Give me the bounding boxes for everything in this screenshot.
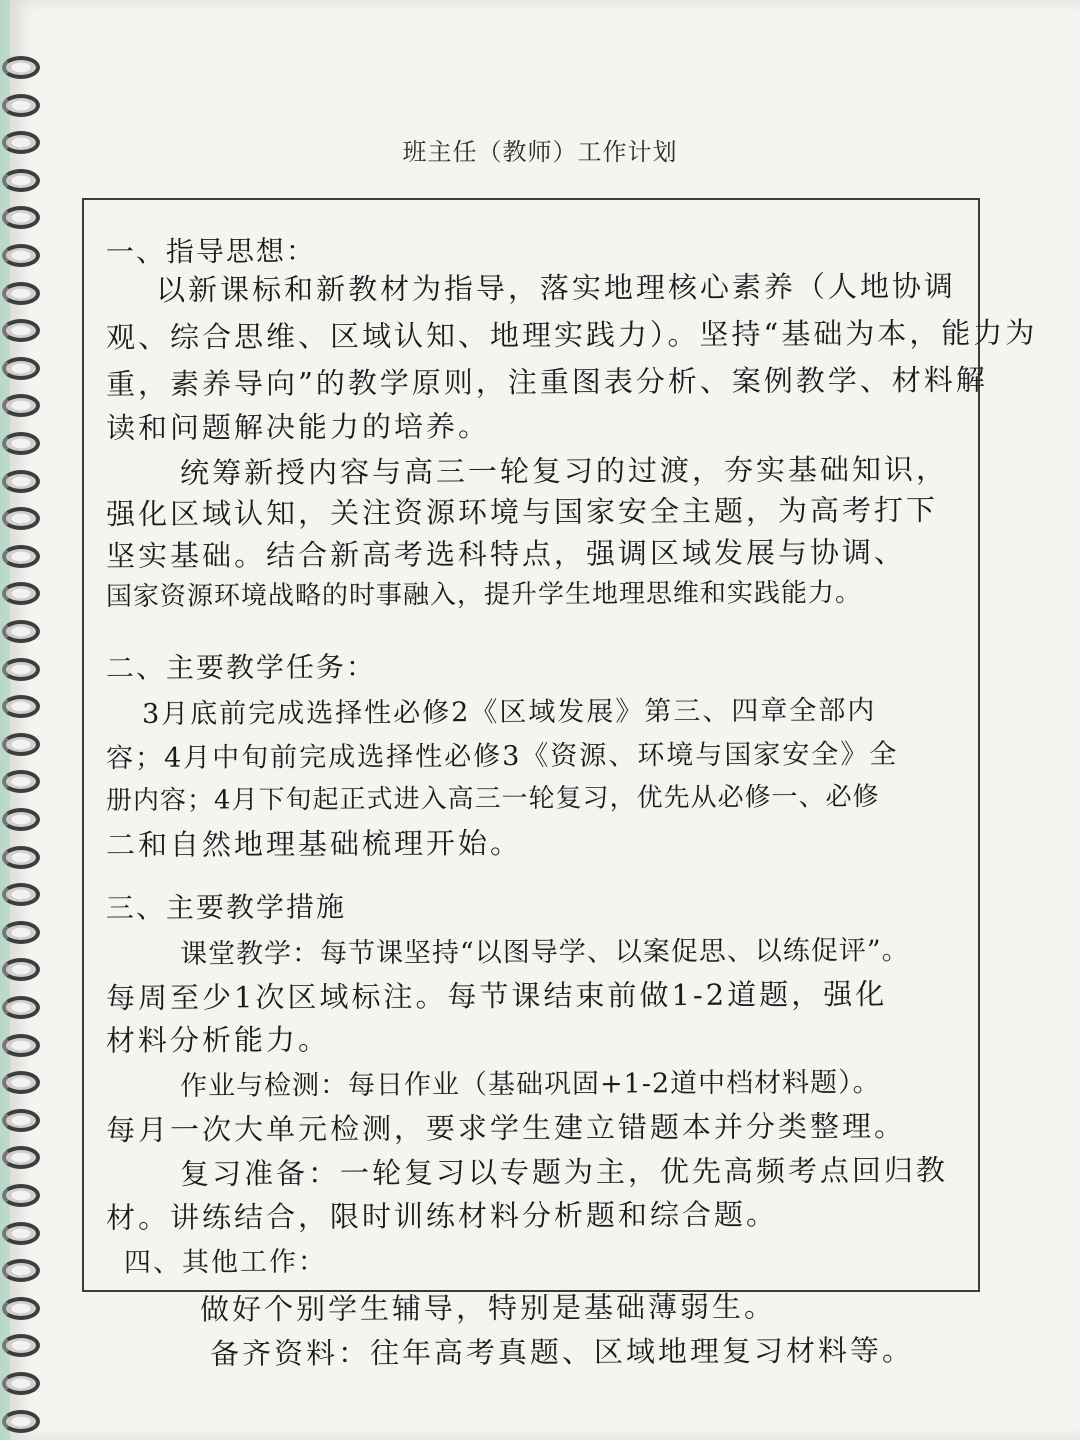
binding-ring (2, 282, 40, 305)
text-line: 每周至少1次区域标注。每节课结束前做1-2道题，强化 (105, 976, 888, 1016)
binding-ring (2, 470, 40, 493)
binding-ring (2, 1410, 40, 1433)
text-line: 强化区域认知，关注资源环境与国家安全主题，为高考打下 (105, 492, 939, 532)
binding-ring (2, 582, 40, 605)
binding-ring (2, 996, 40, 1019)
text-line: 重，素养导向”的教学原则，注重图表分析、案例教学、材料解 (105, 362, 988, 402)
content-frame (82, 198, 1038, 1292)
text-line: 读和问题解决能力的培养。 (105, 408, 491, 446)
binding-ring (2, 658, 40, 681)
section-heading: 二、主要教学任务： (105, 650, 377, 685)
spiral-binding (0, 56, 40, 1436)
binding-ring (2, 883, 40, 906)
section-heading: 四、其他工作： (123, 1246, 328, 1279)
binding-ring (2, 808, 40, 831)
binding-ring (2, 1297, 40, 1320)
binding-ring (2, 1146, 40, 1169)
text-line: 容；4月中旬前完成选择性必修3《资源、环境与国家安全》全 (105, 738, 899, 775)
binding-ring (2, 1372, 40, 1395)
text-line: 以新课标和新教材为指导，落实地理核心素养（人地协调 (155, 268, 957, 308)
binding-ring (2, 1071, 40, 1094)
text-line: 作业与检测：每日作业（基础巩固+1-2道中档材料题）。 (179, 1067, 881, 1102)
binding-ring (2, 921, 40, 944)
text-line: 3月底前完成选择性必修2《区域发展》第三、四章全部内 (141, 695, 877, 730)
text-line: 材。讲练结合，限时训练材料分析题和综合题。 (105, 1197, 779, 1235)
text-line: 材料分析能力。 (105, 1022, 331, 1058)
binding-ring (2, 394, 40, 417)
text-line: 国家资源环境战略的时事融入，提升学生地理思维和实践能力。 (105, 578, 863, 612)
binding-ring (2, 507, 40, 530)
binding-ring (2, 357, 40, 380)
binding-ring (2, 169, 40, 192)
binding-ring (2, 545, 40, 568)
binding-ring (2, 733, 40, 756)
text-line: 二和自然地理基础梳理开始。 (105, 825, 523, 863)
binding-ring (2, 1109, 40, 1132)
binding-ring (2, 1184, 40, 1207)
binding-ring (2, 958, 40, 981)
binding-ring (2, 1034, 40, 1057)
section-heading: 三、主要教学措施 (105, 890, 347, 925)
section-heading: 一、指导思想： (105, 234, 317, 269)
binding-ring (2, 1259, 40, 1282)
binding-ring (2, 1222, 40, 1245)
text-line: 册内容；4月下旬起正式进入高三一轮复习，优先从必修一、必修 (105, 781, 880, 817)
binding-ring (2, 846, 40, 869)
binding-ring (2, 94, 40, 117)
text-line: 坚实基础。结合新高考选科特点，强调区域发展与协调、 (105, 534, 907, 574)
binding-ring (2, 1334, 40, 1357)
text-line: 观、综合思维、区域认知、地理实践力）。坚持“基础为本，能力为 (105, 315, 1038, 355)
binding-ring (2, 319, 40, 342)
binding-ring (2, 56, 40, 79)
text-line: 每月一次大单元检测，要求学生建立错题本并分类整理。 (105, 1108, 907, 1148)
page-title: 班主任（教师）工作计划 (402, 138, 678, 166)
binding-ring (2, 432, 40, 455)
text-line: 做好个别学生辅导，特别是基础薄弱生。 (199, 1289, 777, 1327)
binding-ring (2, 770, 40, 793)
text-line: 复习准备：一轮复习以专题为主，优先高频考点回归教 (179, 1152, 949, 1192)
text-line: 统筹新授内容与高三一轮复习的过渡，夯实基础知识， (179, 451, 949, 491)
text-line: 课堂教学：每节课坚持“以图导学、以案促思、以练促评”。 (179, 935, 910, 970)
binding-ring (2, 695, 40, 718)
binding-ring (2, 206, 40, 229)
text-line: 备齐资料：往年高考真题、区域地理复习材料等。 (209, 1333, 915, 1371)
binding-ring (2, 244, 40, 267)
binding-ring (2, 620, 40, 643)
